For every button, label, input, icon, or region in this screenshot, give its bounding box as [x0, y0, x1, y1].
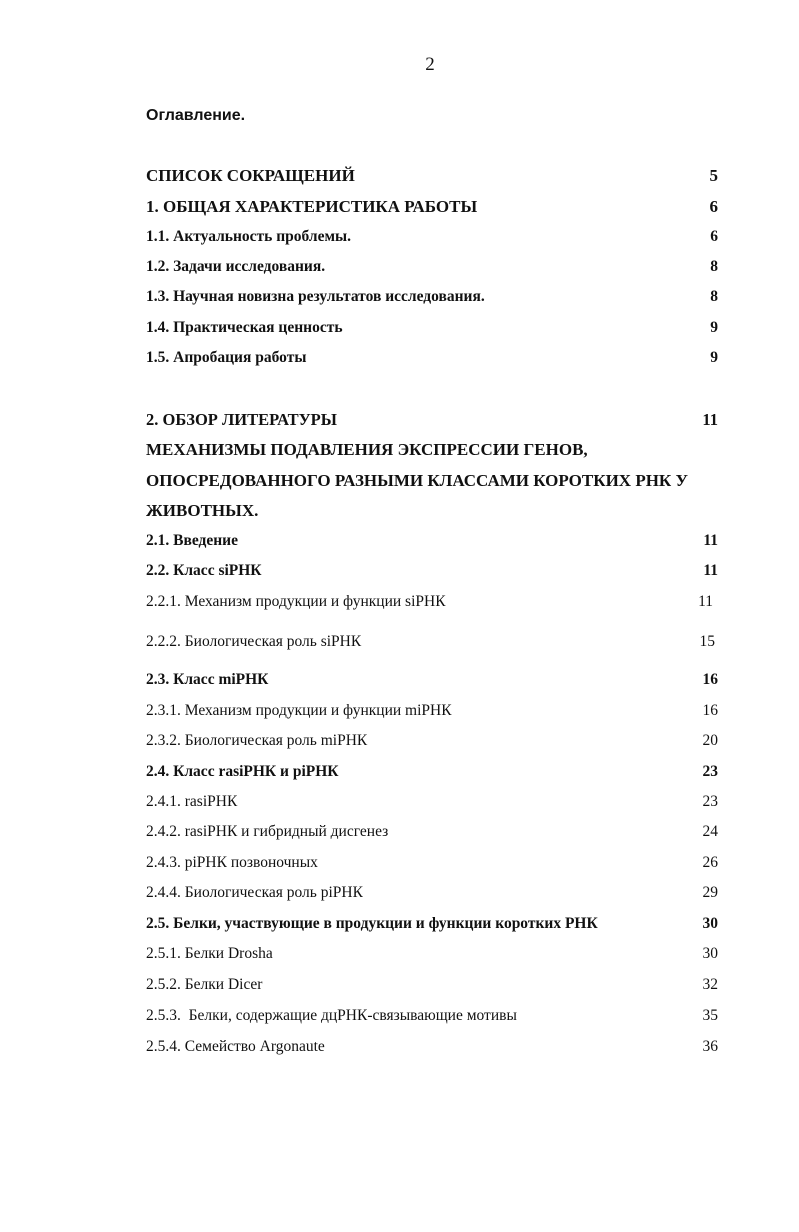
toc-entry-title: 1.5. Апробация работы — [146, 349, 307, 366]
toc-entry-1-3 — [146, 288, 718, 306]
toc-entry-title: 2.5.4. Семейство Argonaute — [146, 1038, 325, 1055]
toc-entry-title: 2.3.2. Биологическая роль miРНК — [146, 732, 368, 749]
toc-entry-2-2-1 — [146, 593, 713, 611]
toc-entry-2-5-2 — [146, 976, 718, 994]
toc-entry-2-4-2 — [146, 823, 718, 841]
toc-entry-2-5 — [146, 915, 718, 933]
toc-entry-2-5-4 — [146, 1038, 718, 1056]
toc-entry-title: 1.2. Задачи исследования. — [146, 258, 326, 275]
toc-entry-2-4-4 — [146, 884, 718, 902]
chapter-title-line-2: ОПОСРЕДОВАННОГО РАЗНЫМИ КЛАССАМИ КОРОТКИХ РНК У — [146, 471, 688, 490]
toc-entry-page: 9 — [710, 319, 718, 336]
toc-entry-title: 2. ОБЗОР ЛИТЕРАТУРЫ — [146, 410, 337, 429]
toc-entry-page: 8 — [710, 288, 718, 305]
toc-entry-page: 23 — [702, 793, 718, 810]
toc-entry-chapter-2 — [146, 410, 718, 430]
toc-entry-page: 6 — [710, 228, 718, 245]
toc-entry-title: 2.2. Класс siРНК — [146, 562, 262, 579]
toc-entry-page: 36 — [702, 1038, 718, 1055]
toc-entry-title: 2.3. Класс miРНК — [146, 671, 269, 688]
toc-entry-page: 26 — [702, 854, 718, 871]
toc-entry-2-3-2 — [146, 732, 718, 750]
toc-heading: Оглавление. — [146, 107, 246, 124]
chapter-title-line-3: ЖИВОТНЫХ. — [146, 501, 259, 520]
toc-entry-page: 11 — [698, 593, 713, 610]
toc-entry-title: 2.4.4. Биологическая роль piРНК — [146, 884, 363, 901]
toc-entry-1-2 — [146, 258, 718, 276]
toc-entry-title: 1.1. Актуальность проблемы. — [146, 228, 352, 245]
toc-entry-2-2 — [146, 562, 718, 580]
toc-entry-title: 2.5.3. Белки, содержащие дцРНК-связывающие мотивы — [146, 1007, 517, 1024]
toc-entry-2-3-1 — [146, 702, 718, 720]
toc-entry-title: 1. ОБЩАЯ ХАРАКТЕРИСТИКА РАБОТЫ — [146, 197, 478, 216]
toc-entry-1-1 — [146, 228, 718, 246]
toc-entry-page: 24 — [702, 823, 718, 840]
chapter-title-line-1: МЕХАНИЗМЫ ПОДАВЛЕНИЯ ЭКСПРЕССИИ ГЕНОВ, — [146, 440, 588, 459]
toc-entry-page: 5 — [709, 166, 718, 185]
page-number: 2 — [425, 54, 435, 75]
toc-entry-1-5 — [146, 349, 718, 367]
toc-entry-2-2-2 — [146, 633, 715, 651]
toc-entry-page: 11 — [702, 410, 718, 429]
toc-entry-page: 8 — [710, 258, 718, 275]
toc-entry-title: 2.5. Белки, участвующие в продукции и функции коротких РНК — [146, 915, 598, 932]
toc-entry-page: 30 — [702, 945, 718, 962]
toc-entry-2-4 — [146, 763, 718, 781]
toc-entry-title: 2.2.1. Механизм продукции и функции siРНК — [146, 593, 446, 610]
toc-entry-2-3 — [146, 671, 718, 689]
toc-entry-page: 16 — [702, 702, 718, 719]
toc-entry-page: 23 — [702, 763, 718, 780]
toc-entry-title: СПИСОК СОКРАЩЕНИЙ — [146, 166, 355, 185]
toc-entry-abbreviations — [146, 166, 718, 186]
toc-entry-2-5-3 — [146, 1007, 718, 1025]
toc-entry-page: 11 — [703, 562, 718, 579]
toc-entry-page: 20 — [702, 732, 718, 749]
toc-entry-title: 2.4.1. rasiРНК — [146, 793, 238, 810]
toc-entry-title: 2.4.2. rasiРНК и гибридный дисгенез — [146, 823, 389, 840]
toc-entry-2-4-1 — [146, 793, 718, 811]
toc-entry-title: 2.2.2. Биологическая роль siРНК — [146, 633, 362, 650]
toc-entry-title: 2.3.1. Механизм продукции и функции miРНК — [146, 702, 452, 719]
toc-entry-page: 9 — [710, 349, 718, 366]
toc-entry-2-5-1 — [146, 945, 718, 963]
toc-entry-page: 16 — [702, 671, 718, 688]
toc-entry-page: 30 — [702, 915, 718, 932]
toc-entry-page: 15 — [699, 633, 715, 650]
toc-entry-chapter-1 — [146, 197, 718, 217]
toc-entry-page: 32 — [702, 976, 718, 993]
toc-entry-title: 2.5.2. Белки Dicer — [146, 976, 263, 993]
toc-entry-title: 2.4.3. piРНК позвоночных — [146, 854, 318, 871]
toc-entry-page: 11 — [703, 532, 718, 549]
toc-entry-1-4 — [146, 319, 718, 337]
toc-entry-title: 2.5.1. Белки Drosha — [146, 945, 273, 962]
toc-entry-2-1 — [146, 532, 718, 550]
toc-entry-title: 2.4. Класс rasiРНК и piРНК — [146, 763, 339, 780]
toc-entry-page: 29 — [702, 884, 718, 901]
toc-entry-title: 1.4. Практическая ценность — [146, 319, 343, 336]
toc-entry-2-4-3 — [146, 854, 718, 872]
toc-entry-title: 2.1. Введение — [146, 532, 238, 549]
toc-entry-page: 6 — [709, 197, 718, 216]
toc-entry-page: 35 — [702, 1007, 718, 1024]
toc-entry-title: 1.3. Научная новизна результатов исследования. — [146, 288, 485, 305]
